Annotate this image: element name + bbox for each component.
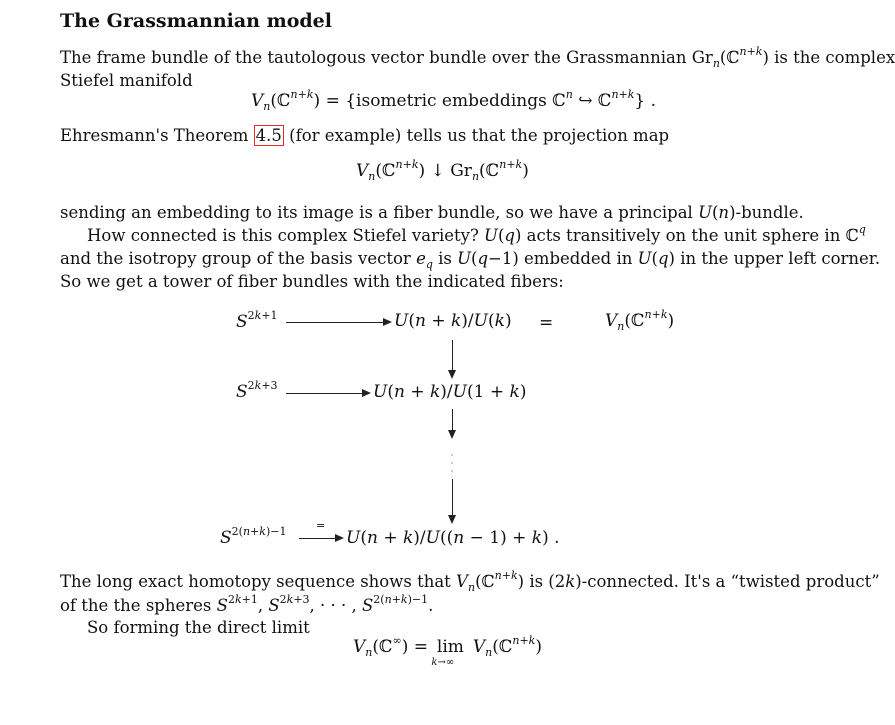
- para3-line2-a: How connected is this complex Stiefel variety?: [87, 226, 479, 245]
- quotient-row1: U(n + k)/U(k): [394, 311, 512, 331]
- para3-line1-b: -bundle.: [735, 203, 804, 222]
- arrow-row2-shaft: [286, 393, 362, 394]
- para3-line3-b: is: [438, 249, 452, 268]
- paragraph-ehresmann: [60, 124, 669, 147]
- para4-line1-b: is (2: [529, 572, 566, 591]
- grassmannian-symbol: $Gr_n(ℂ^{n+k})$: [691, 45, 769, 70]
- arrow-down3-shaft: [452, 479, 453, 515]
- para3-line3: and the isotropy group of the basis vector $e_q$ is U(q−1) embedded in U(q) in the upper left corner.: [60, 249, 881, 271]
- para3-line3-d: in the upper left corner.: [680, 249, 881, 268]
- stiefel-row1: $V_n(ℂ^{n+k})$: [605, 308, 675, 333]
- arrow-row3-head: [335, 534, 344, 542]
- para4-line1-a: The long exact homotopy sequence shows that: [60, 572, 451, 591]
- para1-line1: The frame bundle of the tautologous vector bundle over the Grassmannian: [60, 48, 687, 67]
- para2-before-ref: Ehresmann's Theorem: [60, 126, 249, 145]
- down-arrow-symbol: ↓: [430, 161, 445, 181]
- paragraph-homotopy: The long exact homotopy sequence shows that $V_n(ℂ^{n+k})$ is (2k)-connected. It's a “twisted product”: [60, 569, 880, 594]
- equals-row3-label: =: [316, 519, 326, 532]
- para4-line2-a: of the the spheres: [60, 596, 212, 615]
- quotient-row3: U(n + k)/U((n − 1) + k) .: [346, 528, 560, 548]
- para3-line2-b: acts transitively on the unit sphere in: [526, 226, 841, 245]
- para2-after-ref: (for example) tells us that the projection map: [289, 126, 670, 145]
- arrow-row2-head: [362, 389, 371, 397]
- paragraph-fiber-bundle: sending an embedding to its image is a fiber bundle, so we have a principal U(n)-bundle.: [60, 203, 804, 222]
- arrow-down3-head: [448, 515, 456, 524]
- arrow-row3-shaft: [299, 538, 335, 539]
- para4-line2: of the the spheres $S^{2k+1}$, $S^{2k+3}$, · · · , $S^{2(n+k)-1}$.: [60, 593, 434, 615]
- quotient-row2: U(n + k)/U(1 + k): [373, 382, 527, 402]
- para3-line3-a: and the isotropy group of the basis vector: [60, 249, 411, 268]
- equation-projection-map: $V_n(ℂ^{n+k})$ ↓ $Gr_n(ℂ^{n+k})$: [356, 158, 529, 183]
- arrow-down2-head: [448, 430, 456, 439]
- arrow-down1-head: [448, 370, 456, 379]
- paragraph-direct-limit: So forming the direct limit: [87, 618, 310, 637]
- sphere-s2k1: $S^{2k+1}$: [236, 309, 278, 332]
- para3-line4: So we get a tower of fiber bundles with the indicated fibers:: [60, 272, 564, 291]
- arrow-down2-shaft: [452, 409, 453, 430]
- lim-operator: lim: [436, 637, 464, 657]
- theorem-reference-link[interactable]: 4.5: [255, 126, 282, 145]
- equation-stiefel-definition: $V_n(ℂ^{n+k})$ = {isometric embeddings ℂ$^n$ ↪ ℂ$^{n+k}$} .: [251, 88, 657, 113]
- eq-set-text: {isometric embeddings: [345, 91, 547, 111]
- para3-line2: How connected is this complex Stiefel variety? U(q) acts transitively on the unit sphere in ℂ$^q$: [87, 223, 866, 245]
- arrow-row1-head: [383, 318, 392, 326]
- arrow-down1-shaft: [452, 340, 453, 370]
- section-title: The Grassmannian model: [60, 10, 332, 32]
- para1-line2: Stiefel manifold: [60, 71, 193, 90]
- equation-direct-limit: $V_n(ℂ^\infty) = \lim$ k→∞ $V_n(ℂ^{n+k})$: [353, 634, 542, 668]
- paragraph-frame-bundle: [60, 46, 895, 71]
- para1-line1-tail: is the complex: [774, 48, 895, 67]
- vertical-ellipsis: · · ·: [450, 451, 454, 476]
- sphere-s2nk1: $S^{2(n+k)-1}$: [220, 525, 287, 548]
- arrow-row1-shaft: [286, 322, 383, 323]
- para4-line1-c: )-connected. It's a “twisted product”: [575, 572, 880, 591]
- para3-line1-a: sending an embedding to its image is a fiber bundle, so we have a principal: [60, 203, 693, 222]
- equals-row1: =: [539, 313, 554, 333]
- sphere-s2k3: $S^{2k+3}$: [236, 379, 278, 402]
- para3-line3-c: embedded in: [524, 249, 633, 268]
